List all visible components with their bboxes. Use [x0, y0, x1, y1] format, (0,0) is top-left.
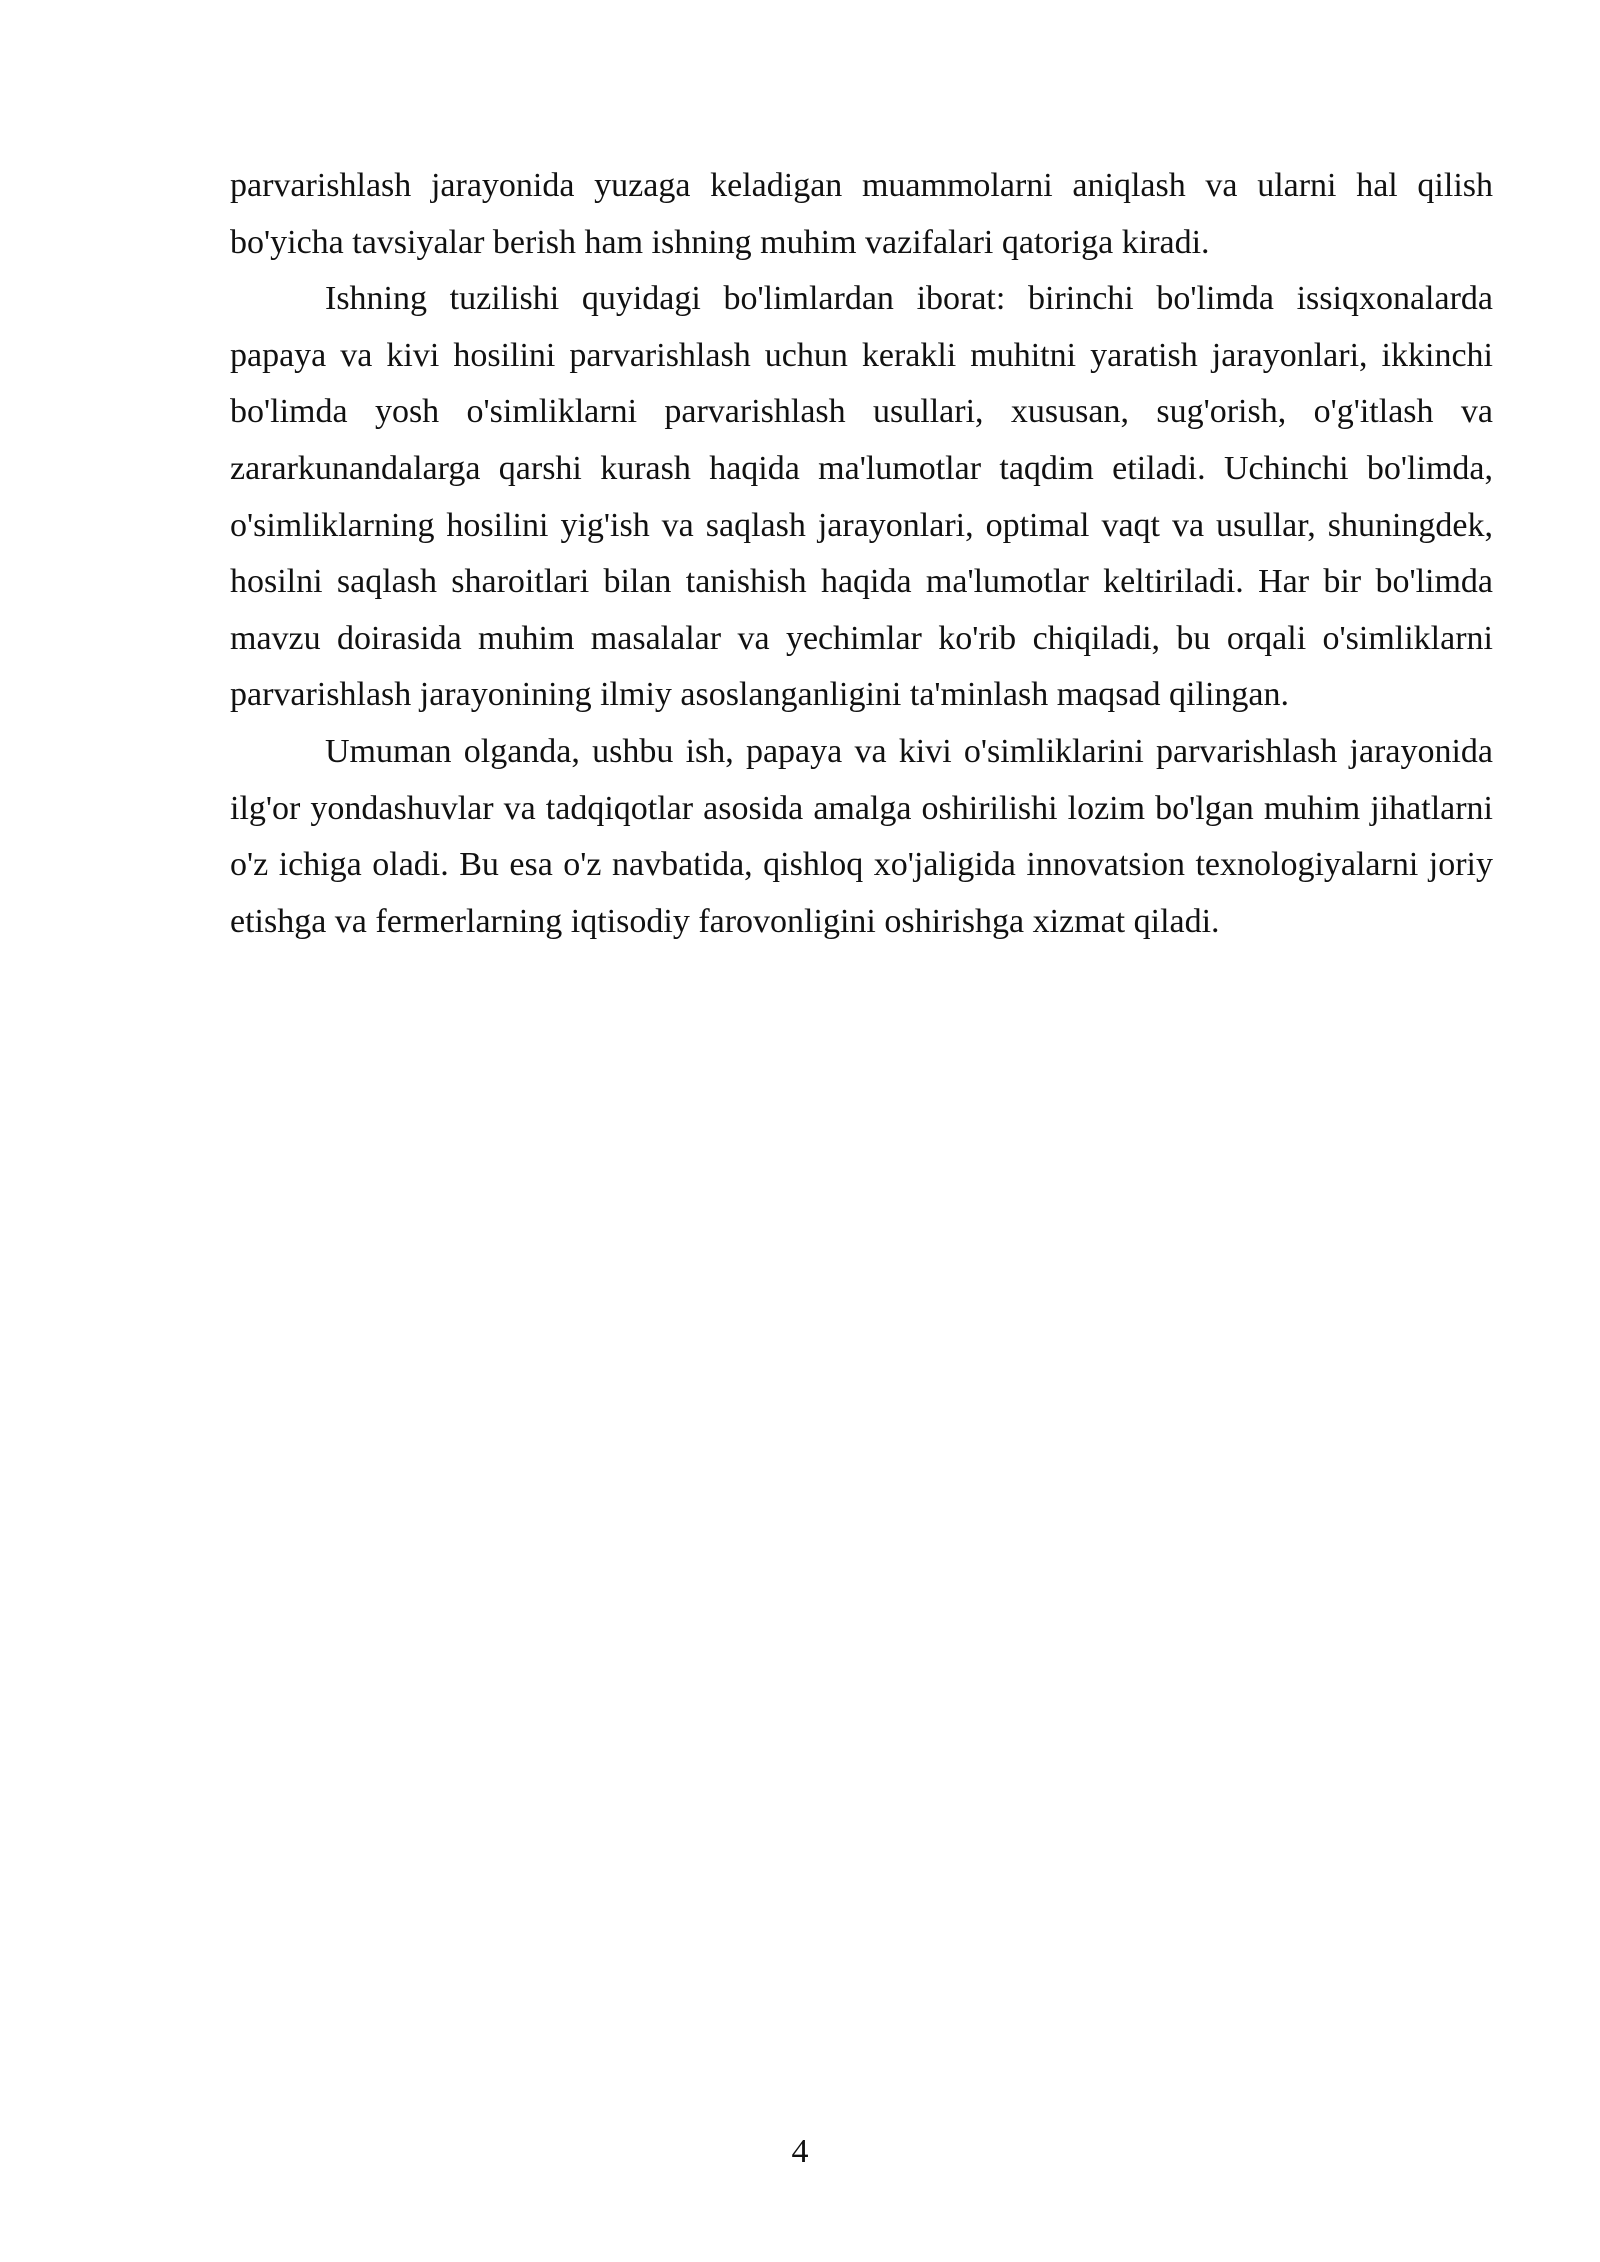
body-text — [230, 158, 1493, 950]
paragraph-continuation: parvarishlash jarayonida yuzaga keladigan muammolarni aniqlash va ularni hal qilish bo'yicha tavsiyalar berish ham ishning muhim vazifalari qatoriga kiradi. — [230, 167, 1493, 261]
paragraph-conclusion: Umuman olganda, ushbu ish, papaya va kivi o'simliklarini parvarishlash jarayonida ilg'or yondashuvlar va tadqiqotlar asosida amalga oshirilishi lozim bo'lgan muhim jihatlarni o'z ichiga oladi. Bu esa o'z navbatida, qishloq xo'jaligida innovatsion texnologiyalarni joriy etishga va fermerlarning iqtisodiy farovonligini oshirishga xizmat qiladi. — [230, 732, 1493, 940]
paragraph-structure: Ishning tuzilishi quyidagi bo'limlardan iborat: birinchi bo'limda issiqxonalarda papaya va kivi hosilini parvarishlash uchun kerakli muhitni yaratish jarayonlari, ikkinchi bo'limda yosh o'simliklarni parvarishlash usullari, xususan, sug'orish, o'g'itlash va zararkunandalarga qarshi kurash haqida ma'lumotlar taqdim etiladi. Uchinchi bo'limda, o'simliklarning hosilini yig'ish va saqlash jarayonlari, optimal vaqt va usullar, shuningdek, hosilni saqlash sharoitlari bilan tanishish haqida ma'lumotlar keltiriladi. Har bir bo'limda mavzu doirasida muhim masalalar va yechimlar ko'rib chiqiladi, bu orqali o'simliklarni parvarishlash jarayonining ilmiy asoslanganligini ta'minlash maqsad qilingan. — [230, 280, 1493, 714]
page-number: 4 — [791, 2133, 809, 2170]
